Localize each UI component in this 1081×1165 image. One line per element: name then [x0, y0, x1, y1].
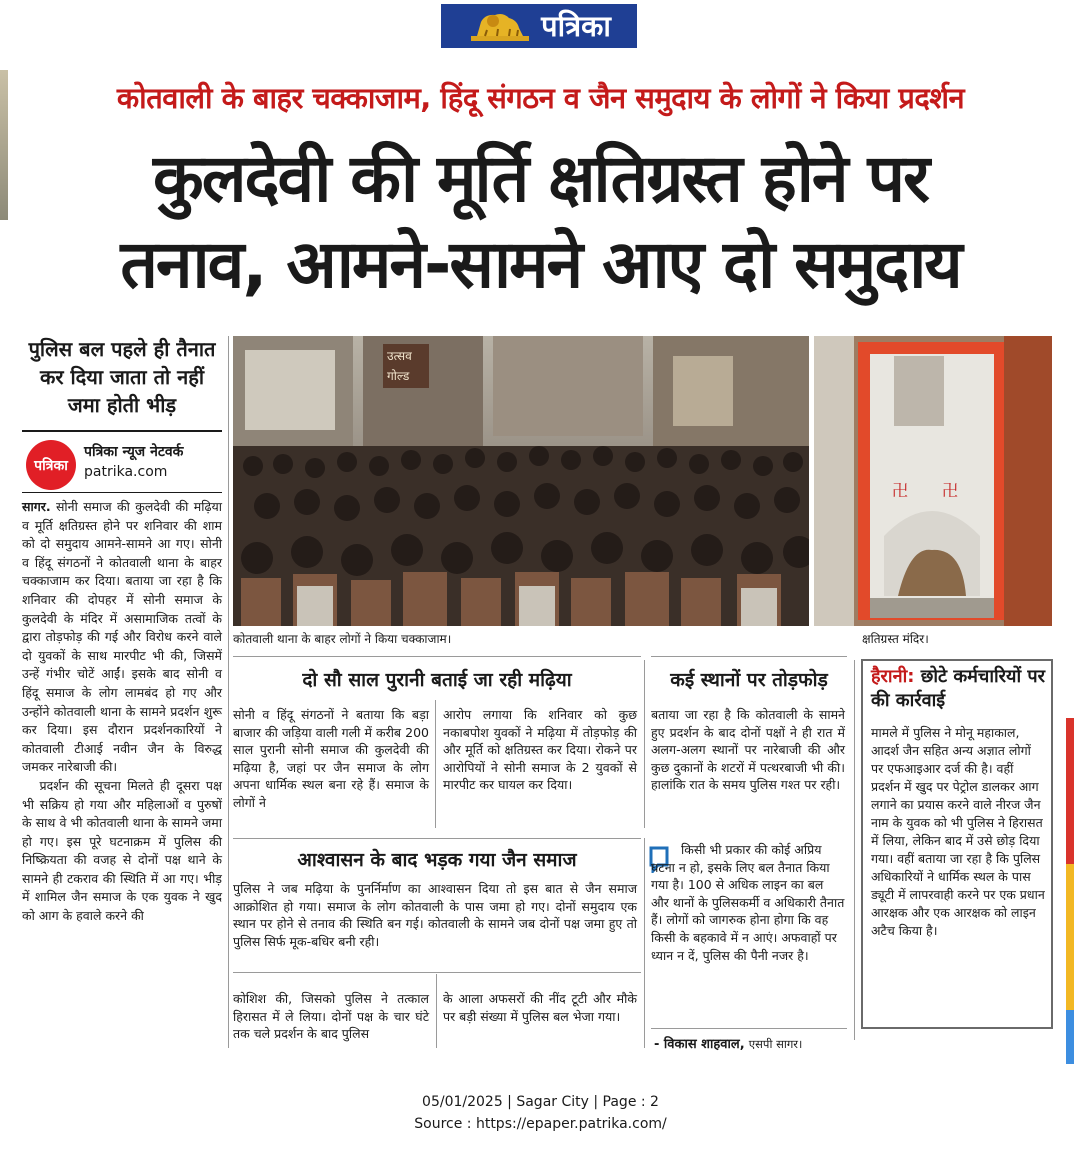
box-label: हैरानी: [871, 666, 915, 687]
edge-stripe-red [1066, 718, 1074, 864]
main-photo-caption: कोतवाली थाना के बाहर लोगों ने किया चक्काजाम। [233, 632, 452, 646]
section2-body: बताया जा रहा है कि कोतवाली के सामने हुए प्रदर्शन के बाद दोनों पक्षों ने ही रात में अलग-अलग स्थानों पर नारेबाजी की और कुछ दुकानों के शटरों में पत्थरबाजी भी की। हालांकि रात के समय पुलिस गश्त पर रही। [651, 707, 845, 793]
patrika-badge [26, 440, 76, 490]
svg-text:卍: 卍 [892, 481, 909, 500]
lion-logo-icon [467, 8, 533, 44]
column-divider [644, 838, 645, 1048]
crowd-photo-illustration [233, 336, 809, 626]
website: patrika.com [84, 464, 168, 480]
masthead-name: पत्रिका [541, 8, 611, 43]
lead-paragraph [22, 498, 222, 777]
section1-title: दो सौ साल पुरानी बताई जा रही मढ़िया [302, 669, 572, 691]
shop-sign-1: उत्सव [387, 349, 412, 363]
section1-col1: सोनी व हिंदू संगठनों ने बताया कि बड़ा बाजार की जड़िया वाली गली में करीब 200 साल पुरानी सोनी समाज की कुलदेवी की मढ़िया है, जहां पर जैन समाज के लोग अपना धार्मिक स्थल बना रहे हैं। समाज के लोगों ने [233, 707, 429, 810]
edge-stripe-yellow [1066, 864, 1074, 1010]
quote-role: एसपी सागर। [748, 1037, 803, 1051]
main-photo [233, 336, 809, 626]
column-divider [435, 700, 436, 828]
column-divider [644, 660, 645, 828]
quote-body: किसी भी प्रकार की कोई अप्रिय घटना न हो, इसके लिए बल तैनात किया गया है। 100 से अधिक लाइन का बल और थानों के पुलिसकर्मी व अधिकारी तैनात हैं। लोगों को जागरुक होना होगा कि वह किसी के बहकावे में न आएं। अफवाहों पर ध्यान न दें, पुलिस की पैनी नजर है। [651, 842, 845, 963]
divider [651, 1028, 847, 1029]
column-divider [228, 336, 229, 1048]
edge-stripe-blue [1066, 1010, 1074, 1064]
box-headline [871, 665, 1047, 713]
temple-photo-caption: क्षतिग्रस्त मंदिर। [862, 632, 929, 646]
section2-title: कई स्थानों पर तोड़फोड़ [670, 669, 828, 691]
footer-date-line: 05/01/2025 | Sagar City | Page : 2 [422, 1094, 659, 1110]
column-divider [436, 974, 437, 1048]
second-paragraph: प्रदर्शन की सूचना मिलते ही दूसरा पक्ष भी सक्रिय हो गया और महिलाओं व पुरुषों के साथ वे भी कोतवाली थाना के सामने जमा हो गए। इस पूरे घटनाक्रम में पुलिस की निष्क्रियता की वजह से दोनों पक्ष थाने के सामने ही टकराव की स्थिति में आ गए। भीड़ में शामिल जैन समाज के एक युवक ने खुद को आग के हवाले करने की [22, 777, 222, 924]
quote-author: - विकास शाहवाल, [654, 1037, 745, 1052]
divider [22, 430, 222, 432]
section3-continued-col1: कोशिश की, जिसको पुलिस ने तत्काल हिरासत में ले लिया। दोनों पक्ष के चार घंटे तक चले प्रदर्शन के बाद पुलिस [233, 991, 429, 1042]
kicker-headline: कोतवाली के बाहर चक्काजाम, हिंदू संगठन व जैन समुदाय के लोगों ने किया प्रदर्शन [116, 81, 965, 115]
lead-story-column [22, 498, 222, 926]
divider [651, 656, 847, 657]
footer-source-line: Source : https://epaper.patrika.com/ [414, 1116, 667, 1132]
masthead [441, 4, 637, 48]
shop-sign-2: गोल्ड [387, 369, 410, 383]
divider [233, 838, 641, 839]
svg-text:卍: 卍 [942, 481, 959, 500]
news-network: पत्रिका न्यूज नेटवर्क [84, 444, 184, 460]
dateline: सागर. [22, 499, 51, 514]
main-headline-line2: तनाव, आमने-सामने आए दो समुदाय [120, 226, 961, 303]
quote-attribution [654, 1034, 802, 1052]
box-body: मामले में पुलिस ने मोनू महाकाल, आदर्श जैन सहित अन्य अज्ञात लोगों पर एफआइआर दर्ज की है। वहीं प्रदर्शन में खुद पर पेट्रोल डालकर आग लगाने का प्रयास करने वाले नीरज जैन नाम के युवक को भी पुलिस ने हिरासत में लिया, लेकिन बाद में उसे छोड़ दिया गया। वहीं बताया जा रहा है कि पुलिस अधिकारियों ने धार्मिक स्थल के पास ड्यूटी में लापरवाही करने पर एक प्रधान आरक्षक और एक आरक्षक को लाइन अटैच किया है। [871, 725, 1045, 938]
divider [22, 492, 222, 493]
column-divider [854, 660, 855, 1040]
divider [233, 656, 641, 657]
lead-paragraph-text: सोनी समाज की कुलदेवी की मढ़िया व मूर्ति क्षतिग्रस्त होने पर शनिवार की शाम को दो समुदाय आमने-सामने आ गए। सोनी व हिंदू संगठनों ने कोतवाली थाना के बाहर चक्काजाम कर दिया। बताया जा रहा है कि शनिवार की दोपहर में सोनी समाज के कुलदेवी के मंदिर में असामाजिक तत्वों के द्वारा तोड़फोड़ की गई और विरोध करने वाले दो युवकों के साथ मारपीट भी की, जिसमें उन्हें गंभीर चोटें आईं। इसके बाद सोनी व हिंदू समाज के लोग लामबंद हो गए और उन्होंने कोतवाली थाना के सामने प्रदर्शन शुरू कर दिया। इस दौरान प्रदर्शनकारियों ने कोतवाली टीआई नवीन जैन के विरुद्ध जमकर नारेबाजी की। [22, 499, 222, 775]
temple-photo-illustration [814, 336, 1052, 626]
section3-body: पुलिस ने जब मढ़िया के पुनर्निर्माण का आश्वासन दिया तो इस बात से जैन समाज आक्रोशित हो गया। समाज के लोग कोतवाली के पास जमा हो गए। दोनों समुदाय एक स्थान पर होने से तनाव की स्थिति बन गई। कोतवाली के सामने जब दोनों पक्ष जमा हुए तो पुलिस सिर्फ मूक-बधिर बनी रही। [233, 881, 637, 949]
temple-photo [814, 336, 1052, 626]
main-headline-line1: कुलदेवी की मूर्ति क्षतिग्रस्त होने पर [153, 140, 928, 217]
badge-text: पत्रिका [34, 457, 68, 474]
box-title: छोटे कर्मचारियों पर की कार्रवाई [871, 666, 1045, 711]
section1-col2: आरोप लगाया कि शनिवार को कुछ नकाबपोश युवकों ने मढ़िया में तोड़फोड़ की और मूर्ति को क्षतिग्रस्त कर दिया। रोकने पर आरोपियों ने सोनी समाज के 2 युवकों से मारपीट कर घायल कर दिया। [443, 707, 637, 793]
side-headline: पुलिस बल पहले ही तैनात कर दिया जाता तो नहीं जमा होती भीड़ [28, 337, 216, 417]
section3-title: आश्वासन के बाद भड़क गया जैन समाज [297, 849, 577, 871]
section3-continued-col2: के आला अफसरों की नींद टूटी और मौके पर बड़ी संख्या में पुलिस बल भेजा गया। [443, 991, 637, 1024]
divider [233, 972, 641, 973]
